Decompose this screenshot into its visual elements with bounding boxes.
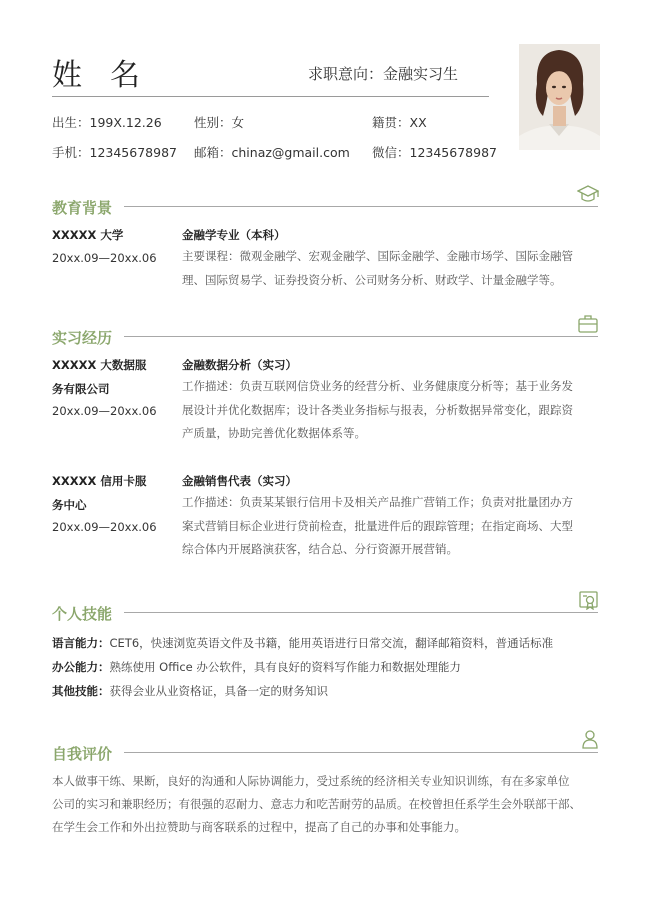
section-title-education: 教育背景 [52,199,113,217]
skill-office [52,659,461,675]
job-period: 20xx.09—20xx.06 [52,520,157,534]
section-title-internship: 实习经历 [52,329,113,347]
skill-label: 办公能力： [52,660,110,674]
job-company: 务中心 [52,498,87,512]
self-evaluation-line: 在学生会工作和外出拉赞助与商客联系的过程中，提高了自己的办事和处事能力。 [52,820,466,834]
info-email: 邮箱：chinaz@gmail.com [194,145,350,160]
job-company: XXXXX 信用卡服 [52,474,147,488]
section-divider-internship [124,336,598,337]
self-evaluation-line: 公司的实习和兼职经历；有很强的忍耐力、意志力和吃苦耐劳的品质。在校曾担任系学生会外联部干部、 [52,797,581,811]
skill-other [52,683,328,699]
job-description-line: 产质量，协助完善优化数据体系等。 [182,426,366,440]
section-title-self: 自我评价 [52,745,113,763]
info-origin: 籍贯：XX [372,115,427,130]
skill-text: 熟练使用 Office 办公软件，具有良好的资料写作能力和数据处理能力 [109,660,461,674]
info-wechat: 微信：12345678987 [372,145,497,160]
job-description [182,491,573,562]
info-birth: 出生：199X.12.26 [52,115,162,130]
section-title-skills: 个人技能 [52,605,113,623]
edu-major: 金融学专业（本科） [182,228,286,242]
section-divider-skills [124,612,598,613]
edu-courses-line: 理、国际贸易学、证券投资分析、公司财务分析、财政学、计量金融学等。 [182,272,562,287]
job-description-line: 工作描述：负责某某银行信用卡及相关产品推广营销工作；负责对批量团办方 [182,495,573,509]
briefcase-icon [577,314,599,334]
job-period: 20xx.09—20xx.06 [52,404,157,418]
self-evaluation [52,770,581,839]
edu-courses-line: 主要课程：微观金融学、宏观金融学、国际金融学、金融市场学、国际金融管 [182,249,573,263]
job-description-line: 工作描述：负责互联网信贷业务的经营分析、业务健康度分析等；基于业务发 [182,379,573,393]
self-evaluation-line: 本人做事干练、果断，良好的沟通和人际协调能力，受过系统的经济相关专业知识训练，有在多家单位 [52,774,570,788]
job-description [182,375,573,446]
job-intent: 求职意向：金融实习生 [308,65,459,83]
job-description-line: 综合体内开展路演获客，结合总、分行资源开展营销。 [182,542,458,556]
edu-school: XXXXX 大学 [52,228,124,242]
job-role: 金融销售代表（实习） [182,474,297,488]
info-gender: 性别：女 [194,115,245,130]
graduation-cap-icon [577,184,599,204]
info-phone: 手机：12345678987 [52,145,177,160]
section-divider-self [124,752,598,753]
profile-photo [519,44,600,150]
skill-label: 语言能力： [52,636,110,650]
skill-label: 其他技能： [52,684,110,698]
skill-text: 获得会业从业资格证，具备一定的财务知识 [109,684,328,698]
job-company: XXXXX 大数据服 [52,358,147,372]
section-divider-education [124,206,598,207]
job-description-line: 展设计并优化数据库；设计各类业务指标与报表，分析数据异常变化，跟踪资 [182,402,573,417]
job-role: 金融数据分析（实习） [182,358,297,372]
edu-courses [182,245,573,292]
candidate-name: 姓名 [52,58,168,93]
skill-language [52,635,553,651]
job-description-line: 案式营销目标企业进行贷前检查，批量进件后的跟踪管理；在指定商场、大型 [182,518,573,533]
job-company: 务有限公司 [52,382,110,396]
certificate-icon [578,590,600,610]
skill-text: CET6，快速浏览英语文件及书籍，能用英语进行日常交流，翻译邮箱资料，普通话标准 [109,636,554,650]
header-divider [52,96,489,97]
person-icon [579,729,601,749]
edu-period: 20xx.09—20xx.06 [52,251,157,265]
